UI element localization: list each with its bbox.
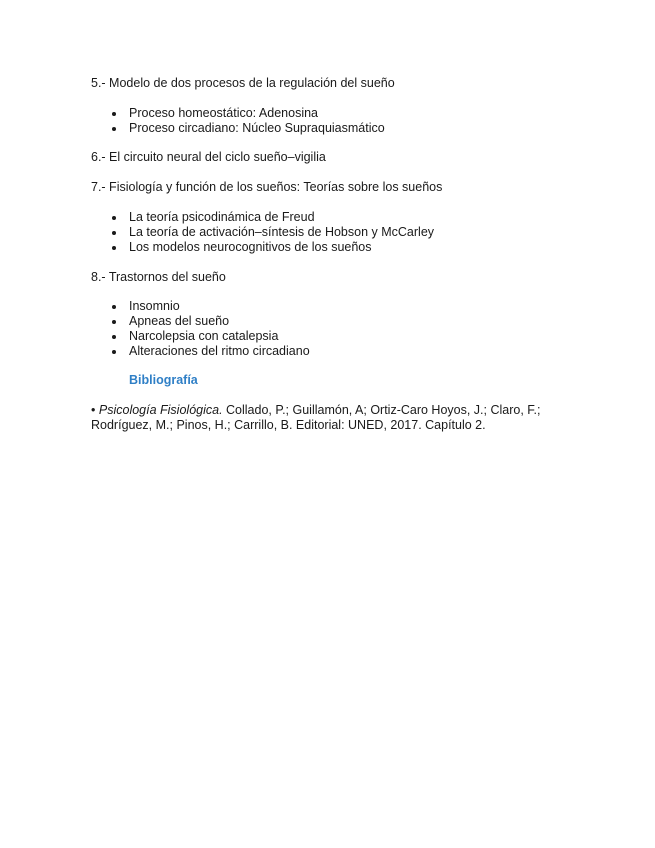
list-item-text: La teoría de activación–síntesis de Hobson y McCarley <box>129 225 435 239</box>
bibliography-details: Collado, P.; Guillamón, A; Ortiz-Caro Hoyos, J.; Claro, F.; Rodríguez, M.; Pinos, H.; Carrillo, B. Editorial: UNED, 2017. Capítulo 2. <box>91 403 541 432</box>
list-item-text: Los modelos neurocognitivos de los sueños <box>129 240 372 254</box>
book-title: Psicología Fisiológica. <box>98 403 223 417</box>
list-item-text: Insomnio <box>129 299 180 313</box>
bullet-icon <box>112 216 116 220</box>
bullet-icon <box>112 127 116 131</box>
section-heading-6: 6.- El circuito neural del ciclo sueño–vigilia <box>91 150 326 164</box>
list-item-text: La teoría psicodinámica de Freud <box>129 210 315 224</box>
list-item-text: Apneas del sueño <box>129 314 230 328</box>
bullet-icon <box>112 350 116 354</box>
bullet-icon <box>112 246 116 250</box>
bullet-icon <box>112 305 116 309</box>
list-item-text: Proceso homeostático: Adenosina <box>129 106 319 120</box>
bullet-icon <box>112 320 116 324</box>
section-heading-5: 5.- Modelo de dos procesos de la regulación del sueño <box>91 76 395 90</box>
bibliography-bullet: • <box>91 403 96 417</box>
bullet-icon <box>112 112 116 116</box>
list-item-text: Alteraciones del ritmo circadiano <box>129 344 310 358</box>
section-heading-7: 7.- Fisiología y función de los sueños: Teorías sobre los sueños <box>91 180 443 194</box>
bullet-icon <box>112 231 116 235</box>
list-item-text: Narcolepsia con catalepsia <box>129 329 279 343</box>
section-heading-8: 8.- Trastornos del sueño <box>91 270 226 284</box>
bibliography-entry <box>91 403 571 433</box>
bullet-icon <box>112 335 116 339</box>
bibliography-title: Bibliografía <box>129 373 198 387</box>
list-item-text: Proceso circadiano: Núcleo Supraquiasmático <box>129 121 385 135</box>
